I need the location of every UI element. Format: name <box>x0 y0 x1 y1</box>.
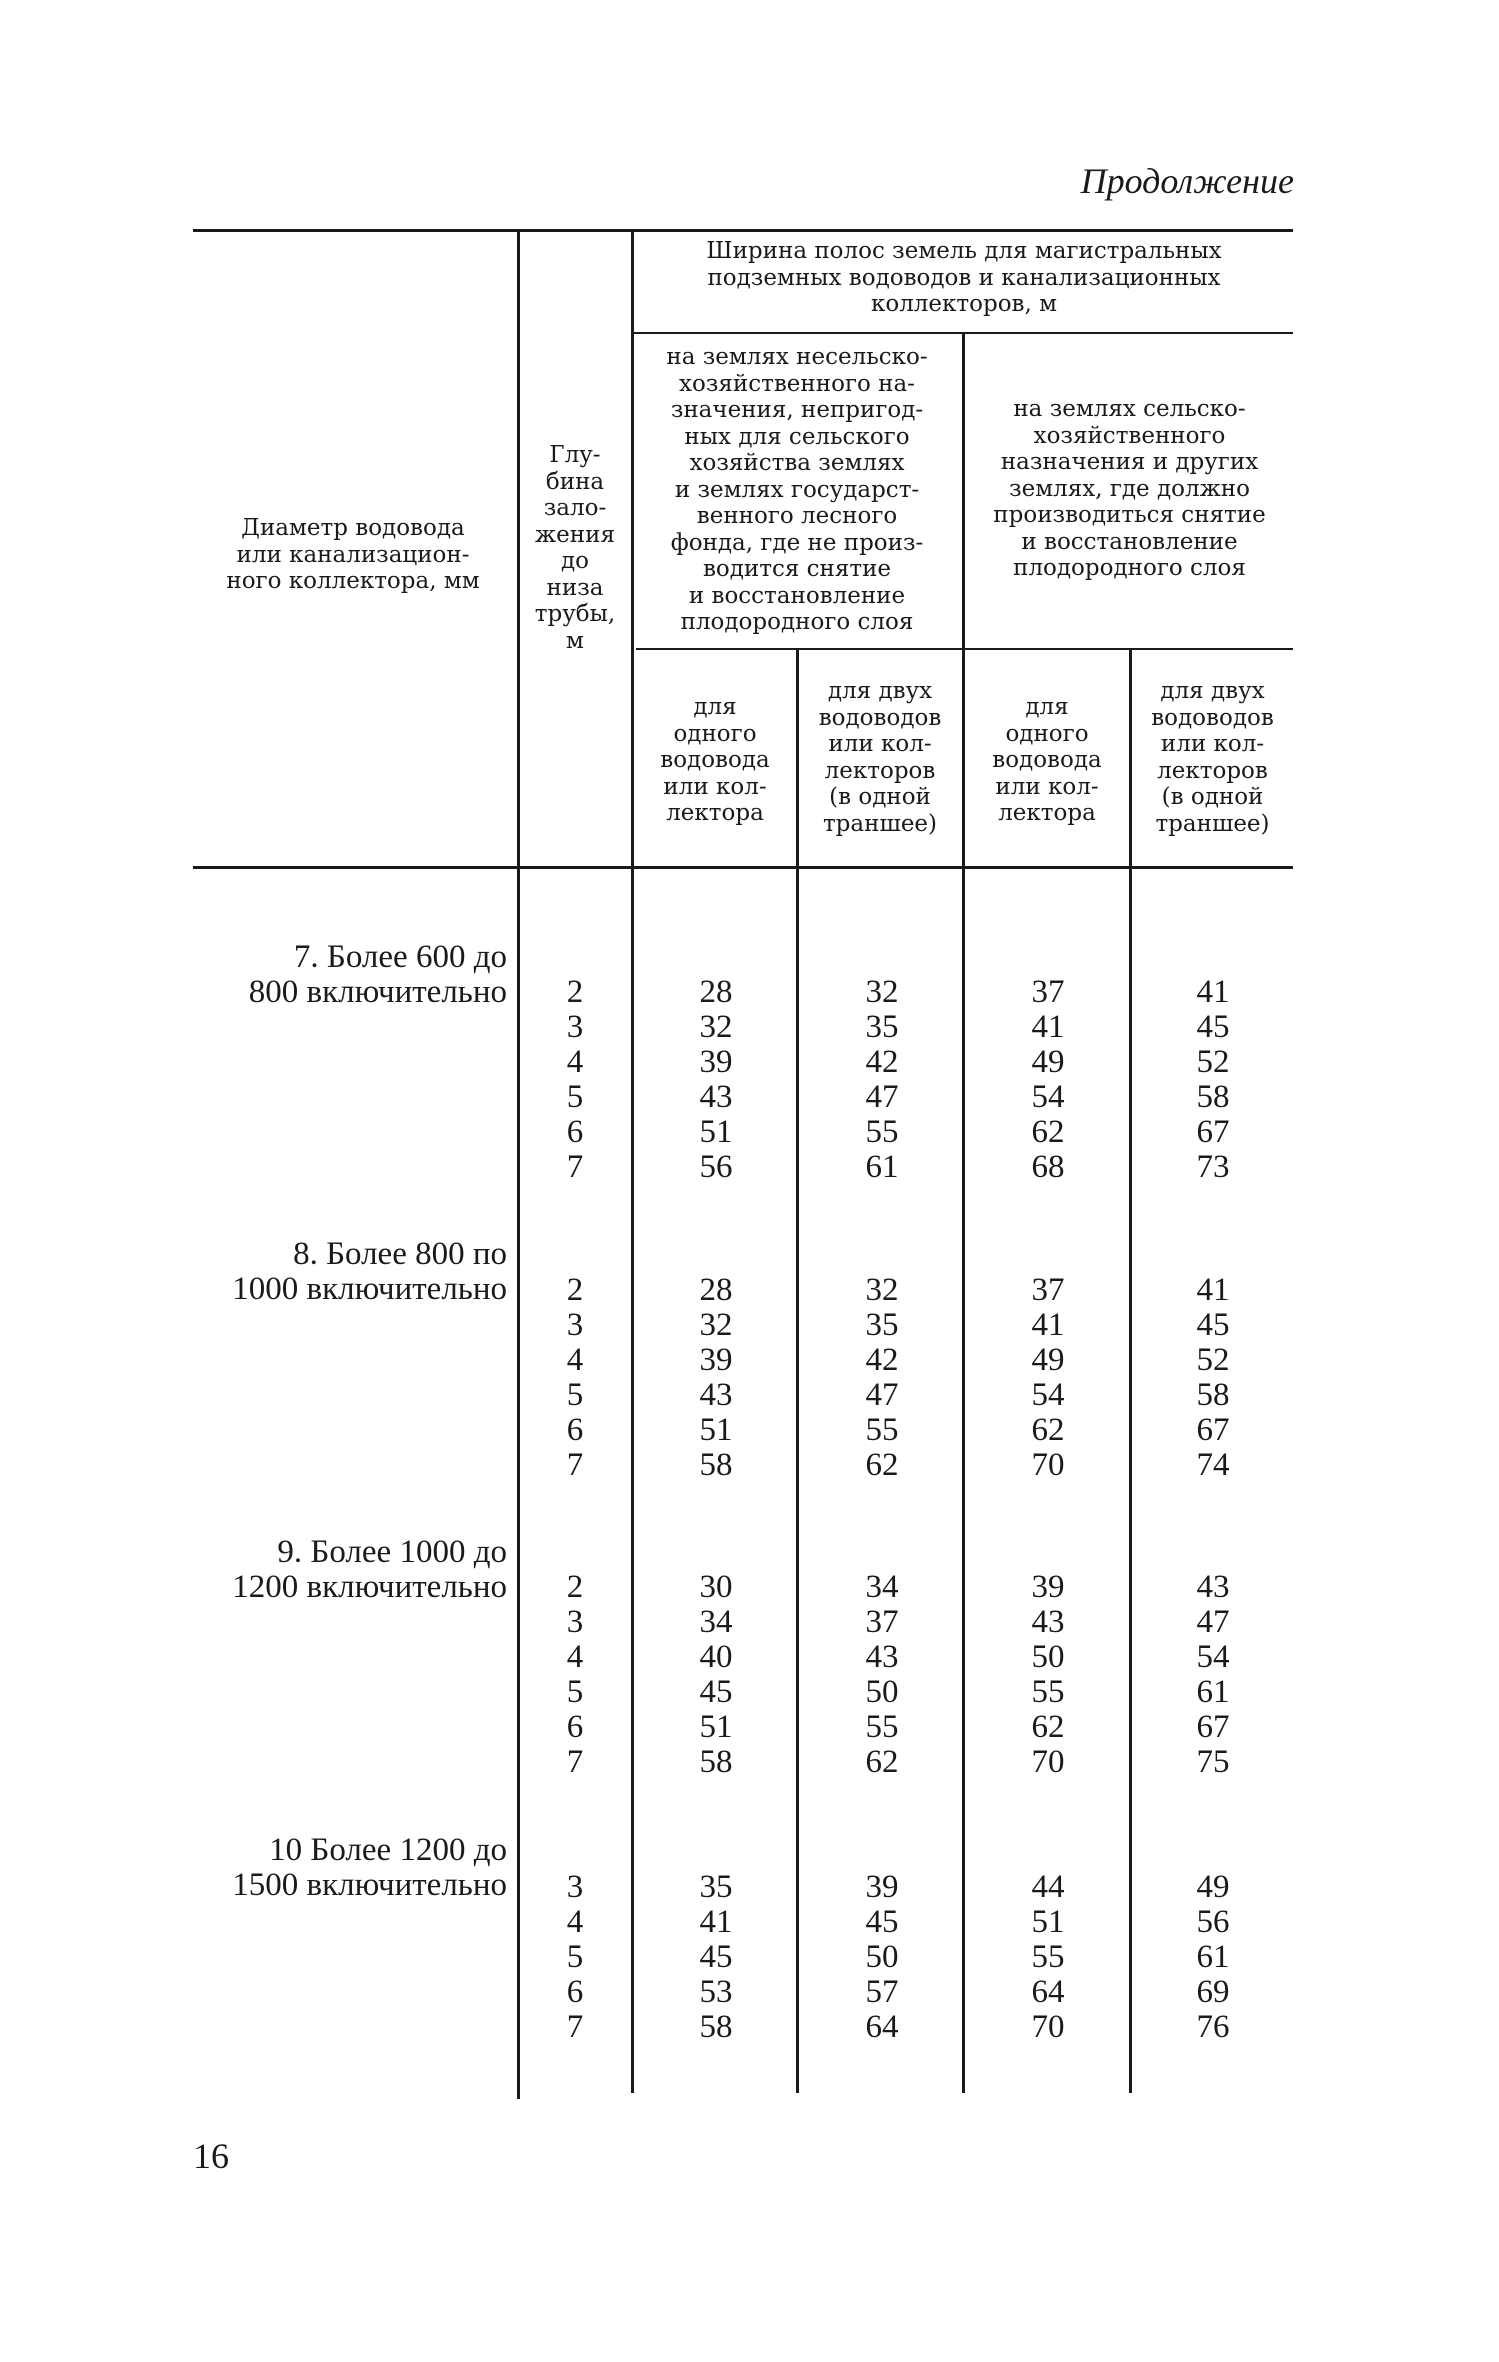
width-cell: 51 <box>699 1709 733 1745</box>
depth-cell: 2 <box>566 1569 584 1605</box>
width-cell: 55 <box>865 1709 899 1745</box>
continuation-label: Продолжение <box>1080 161 1294 201</box>
width-cell: 61 <box>1196 1939 1230 1975</box>
group-title: 10 Более 1200 до 1500 включительно <box>232 1832 507 1903</box>
width-cell: 62 <box>1031 1709 1065 1745</box>
header-width-title: Ширина полос земель для магистральных подземных водоводов и канализационных коллекторов, м <box>706 238 1222 317</box>
width-cell: 58 <box>699 2009 733 2045</box>
width-cell: 42 <box>865 1044 899 1080</box>
header-non-agri: на землях несельско- хозяйственного на- значения, непригод- ных для сельского хозяйства землях и землях государст- венного лесного фонда, где не произ- водится снятие и восстановление плодородного слоя <box>666 344 928 635</box>
width-cell: 58 <box>699 1744 733 1780</box>
width-cell: 45 <box>699 1674 733 1710</box>
width-cell: 54 <box>1031 1377 1065 1413</box>
width-cell: 67 <box>1196 1114 1230 1150</box>
depth-cell: 7 <box>566 1744 584 1780</box>
depth-cell: 4 <box>566 1904 584 1940</box>
depth-cell: 2 <box>566 1272 584 1308</box>
width-cell: 67 <box>1196 1709 1230 1745</box>
width-cell: 56 <box>1196 1904 1230 1940</box>
header-bottom-rule <box>193 866 1293 869</box>
width-cell: 61 <box>865 1149 899 1185</box>
depth-cell: 3 <box>566 1869 584 1905</box>
width-cell: 62 <box>865 1744 899 1780</box>
width-cell: 37 <box>1031 1272 1065 1308</box>
width-cell: 41 <box>699 1904 733 1940</box>
width-cell: 34 <box>865 1569 899 1605</box>
width-cell: 43 <box>699 1377 733 1413</box>
depth-cell: 4 <box>566 1639 584 1675</box>
group-title: 8. Более 800 по 1000 включительно <box>232 1236 507 1307</box>
width-cell: 70 <box>1031 1447 1065 1483</box>
width-cell: 43 <box>1031 1604 1065 1640</box>
width-cell: 28 <box>699 974 733 1010</box>
width-cell: 39 <box>699 1342 733 1378</box>
width-cell: 75 <box>1196 1744 1230 1780</box>
depth-cell: 3 <box>566 1604 584 1640</box>
width-cell: 56 <box>699 1149 733 1185</box>
depth-cell: 3 <box>566 1009 584 1045</box>
width-cell: 58 <box>1196 1377 1230 1413</box>
header-two-pipes-non-agri: для двух водоводов или кол- лекторов (в одной траншее) <box>818 678 942 837</box>
depth-cell: 5 <box>566 1377 584 1413</box>
width-cell: 70 <box>1031 2009 1065 2045</box>
depth-cell: 3 <box>566 1307 584 1343</box>
width-cell: 32 <box>699 1009 733 1045</box>
width-cell: 50 <box>865 1674 899 1710</box>
depth-cell: 6 <box>566 1114 584 1150</box>
width-cell: 57 <box>865 1974 899 2010</box>
header-one-pipe-agri: для одного водовода или кол- лектора <box>992 694 1102 826</box>
width-cell: 32 <box>699 1307 733 1343</box>
width-cell: 43 <box>865 1639 899 1675</box>
width-cell: 52 <box>1196 1044 1230 1080</box>
width-cell: 49 <box>1031 1342 1065 1378</box>
depth-cell: 7 <box>566 1447 584 1483</box>
width-cell: 55 <box>1031 1674 1065 1710</box>
width-cell: 35 <box>865 1307 899 1343</box>
depth-cell: 6 <box>566 1709 584 1745</box>
width-cell: 58 <box>1196 1079 1230 1115</box>
width-cell: 45 <box>1196 1307 1230 1343</box>
width-cell: 39 <box>699 1044 733 1080</box>
depth-cell: 7 <box>566 2009 584 2045</box>
width-cell: 51 <box>699 1114 733 1150</box>
col-divider-one-pipe <box>796 650 799 2093</box>
width-cell: 34 <box>699 1604 733 1640</box>
width-cell: 55 <box>865 1412 899 1448</box>
depth-cell: 5 <box>566 1939 584 1975</box>
width-cell: 28 <box>699 1272 733 1308</box>
width-cell: 55 <box>1031 1939 1065 1975</box>
width-cell: 35 <box>699 1869 733 1905</box>
width-cell: 39 <box>1031 1569 1065 1605</box>
depth-cell: 5 <box>566 1674 584 1710</box>
col-divider-agri <box>962 334 965 2093</box>
width-cell: 53 <box>699 1974 733 2010</box>
depth-cell: 4 <box>566 1044 584 1080</box>
width-cell: 49 <box>1196 1869 1230 1905</box>
width-cell: 69 <box>1196 1974 1230 2010</box>
width-cell: 45 <box>699 1939 733 1975</box>
width-cell: 43 <box>1196 1569 1230 1605</box>
width-cell: 30 <box>699 1569 733 1605</box>
width-cell: 74 <box>1196 1447 1230 1483</box>
page-number: 16 <box>193 2136 229 2176</box>
header-two-pipes-agri: для двух водоводов или кол- лекторов (в одной траншее) <box>1151 678 1274 837</box>
width-cell: 41 <box>1196 1272 1230 1308</box>
width-cell: 76 <box>1196 2009 1230 2045</box>
width-cell: 32 <box>865 974 899 1010</box>
width-cell: 62 <box>865 1447 899 1483</box>
width-cell: 47 <box>1196 1604 1230 1640</box>
depth-cell: 4 <box>566 1342 584 1378</box>
width-cell: 41 <box>1031 1009 1065 1045</box>
width-cell: 47 <box>865 1079 899 1115</box>
width-cell: 50 <box>865 1939 899 1975</box>
header-diameter: Диаметр водовода или канализацион- ного коллектора, мм <box>226 515 480 594</box>
group-title: 9. Более 1000 до 1200 включительно <box>232 1534 507 1605</box>
col-divider-agri-two <box>1129 650 1132 2093</box>
width-cell: 68 <box>1031 1149 1065 1185</box>
group-title: 7. Более 600 до 800 включительно <box>248 939 507 1010</box>
width-cell: 32 <box>865 1272 899 1308</box>
width-cell: 55 <box>865 1114 899 1150</box>
depth-cell: 6 <box>566 1412 584 1448</box>
depth-cell: 7 <box>566 1149 584 1185</box>
width-cell: 40 <box>699 1639 733 1675</box>
width-cell: 51 <box>699 1412 733 1448</box>
width-cell: 45 <box>865 1904 899 1940</box>
width-cell: 62 <box>1031 1412 1065 1448</box>
depth-cell: 5 <box>566 1079 584 1115</box>
width-cell: 35 <box>865 1009 899 1045</box>
width-cell: 50 <box>1031 1639 1065 1675</box>
width-cell: 51 <box>1031 1904 1065 1940</box>
width-cell: 43 <box>699 1079 733 1115</box>
width-cell: 54 <box>1196 1639 1230 1675</box>
width-cell: 64 <box>865 2009 899 2045</box>
width-cell: 45 <box>1196 1009 1230 1045</box>
width-cell: 64 <box>1031 1974 1065 2010</box>
width-cell: 41 <box>1196 974 1230 1010</box>
width-cell: 41 <box>1031 1307 1065 1343</box>
width-cell: 42 <box>865 1342 899 1378</box>
width-cell: 37 <box>865 1604 899 1640</box>
width-cell: 54 <box>1031 1079 1065 1115</box>
width-cell: 44 <box>1031 1869 1065 1905</box>
width-cell: 49 <box>1031 1044 1065 1080</box>
width-cell: 52 <box>1196 1342 1230 1378</box>
width-cell: 70 <box>1031 1744 1065 1780</box>
width-cell: 73 <box>1196 1149 1230 1185</box>
width-cell: 67 <box>1196 1412 1230 1448</box>
width-cell: 37 <box>1031 974 1065 1010</box>
depth-cell: 2 <box>566 974 584 1010</box>
width-cell: 47 <box>865 1377 899 1413</box>
width-cell: 61 <box>1196 1674 1230 1710</box>
depth-cell: 6 <box>566 1974 584 2010</box>
width-cell: 58 <box>699 1447 733 1483</box>
header-agri: на землях сельско- хозяйственного назначения и других землях, где должно производиться снятие и восстановление плодородного слоя <box>993 396 1266 581</box>
header-depth: Глу- бина зало- жения до низа трубы, м <box>534 442 616 654</box>
width-cell: 39 <box>865 1869 899 1905</box>
header-one-pipe-non-agri: для одного водовода или кол- лектора <box>660 694 770 826</box>
table-top-rule <box>193 229 1293 232</box>
width-cell: 62 <box>1031 1114 1065 1150</box>
